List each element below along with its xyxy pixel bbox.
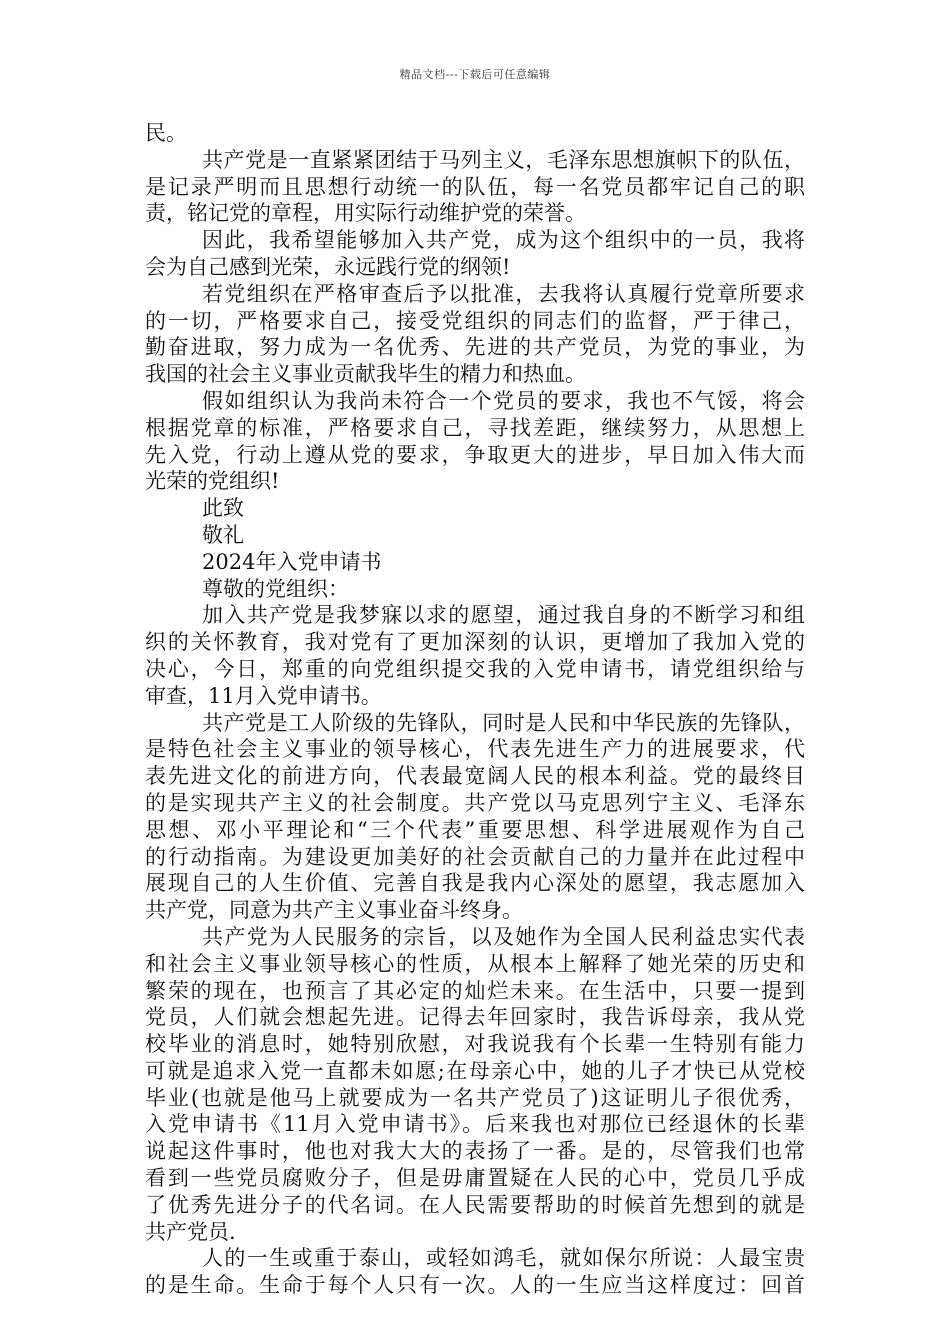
text-line: 此致 — [202, 496, 244, 521]
text-line: 展现自己的人生价值、完善自我是我内心深处的愿望，我志愿加入 — [145, 871, 805, 896]
text-line: 的是生命。生命于每个人只有一次。人的一生应当这样度过：回首 — [145, 1273, 805, 1298]
text-line: 看到一些党员腐败分子，但是毋庸置疑在人民的心中，党员几乎成 — [145, 1166, 805, 1191]
text-line: 加入共产党是我梦寐以求的愿望，通过我自身的不断学习和组 — [202, 603, 805, 628]
text-line: 共产党是一直紧紧团结于马列主义，毛泽东思想旗帜下的队伍， — [202, 147, 805, 172]
text-line: 的行动指南。为建设更加美好的社会贡献自己的力量并在此过程中 — [145, 844, 805, 869]
text-line: 人的一生或重于泰山，或轻如鸿毛，就如保尔所说：人最宝贵 — [202, 1246, 805, 1271]
text-line: 敬礼 — [202, 522, 244, 547]
text-line: 共产党员. — [145, 1219, 236, 1244]
text-line: 共产党，同意为共产主义事业奋斗终身。 — [145, 898, 523, 923]
text-line: 和社会主义事业领导核心的性质，从根本上解释了她光荣的历史和 — [145, 951, 805, 976]
text-line: 我国的社会主义事业贡献我毕生的精力和热血。 — [145, 362, 586, 387]
text-line: 表先进文化的前进方向，代表最宽阔人民的根本利益。党的最终目 — [145, 764, 805, 789]
text-line: 的是实现共产主义的社会制度。共产党以马克思列宁主义、毛泽东 — [145, 790, 805, 815]
text-line: 校毕业的消息时，她特别欣慰，对我说我有个长辈一生特别有能力 — [145, 1032, 805, 1057]
text-line: 是特色社会主义事业的领导核心，代表先进生产力的进展要求，代 — [145, 737, 805, 762]
text-line: 入党申请书《11月入党申请书》。后来我也对那位已经退休的长辈 — [145, 1112, 805, 1137]
text-line: 审查，11月入党申请书。 — [145, 683, 382, 708]
text-line: 织的关怀教育，我对党有了更加深刻的认识，更增加了我加入党的 — [145, 630, 805, 655]
text-line: 若党组织在严格审查后予以批准，去我将认真履行党章所要求 — [202, 281, 805, 306]
text-line: 勤奋进取，努力成为一名优秀、先进的共产党员，为党的事业，为 — [145, 335, 805, 360]
page-header: 精品文档---下载后可任意编辑 — [399, 68, 551, 81]
text-line: 毕业(也就是他马上就要成为一名共产党员了)这证明儿子很优秀， — [145, 1085, 805, 1110]
text-line: 共产党是工人阶级的先锋队，同时是人民和中华民族的先锋队， — [202, 710, 805, 735]
text-line: 尊敬的党组织： — [202, 576, 349, 601]
text-line: 是记录严明而且思想行动统一的队伍，每一名党员都牢记自己的职 — [145, 174, 805, 199]
text-line: 假如组织认为我尚未符合一个党员的要求，我也不气馁，将会 — [202, 388, 805, 413]
text-line: 党员，人们就会想起先进。记得去年回家时，我告诉母亲，我从党 — [145, 1005, 805, 1030]
document-body — [145, 120, 805, 1299]
text-line: 光荣的党组织! — [145, 469, 280, 494]
text-line: 会为自己感到光荣，永远践行党的纲领! — [145, 254, 511, 279]
text-line: 因此，我希望能够加入共产党，成为这个组织中的一员，我将 — [202, 228, 805, 253]
text-line: 根据党章的标准，严格要求自己，寻找差距，继续努力，从思想上 — [145, 415, 805, 440]
text-line: 2024年入党申请书 — [202, 549, 382, 574]
text-line: 说起这件事时，他也对我大大的表扬了一番。是的，尽管我们也常 — [145, 1139, 805, 1164]
text-line: 共产党为人民服务的宗旨，以及她作为全国人民利益忠实代表 — [202, 924, 805, 949]
text-line: 繁荣的现在，也预言了其必定的灿烂未来。在生活中，只要一提到 — [145, 978, 805, 1003]
text-line: 可就是追求入党一直都未如愿;在母亲心中，她的儿子才快已从党校 — [145, 1058, 805, 1083]
text-line: 的一切，严格要求自己，接受党组织的同志们的监督，严于律己， — [145, 308, 805, 333]
text-line: 民。 — [145, 121, 187, 145]
text-line: 思想、邓小平理论和“三个代表”重要思想、科学进展观作为自己 — [145, 817, 805, 842]
text-line: 先入党，行动上遵从党的要求，争取更大的进步，早日加入伟大而 — [145, 442, 805, 467]
text-line: 责，铭记党的章程，用实际行动维护党的荣誉。 — [145, 201, 586, 226]
text-line: 了优秀先进分子的代名词。在人民需要帮助的时候首先想到的就是 — [145, 1192, 805, 1217]
text-line: 决心，今日，郑重的向党组织提交我的入党申请书，请党组织给与 — [145, 656, 805, 681]
